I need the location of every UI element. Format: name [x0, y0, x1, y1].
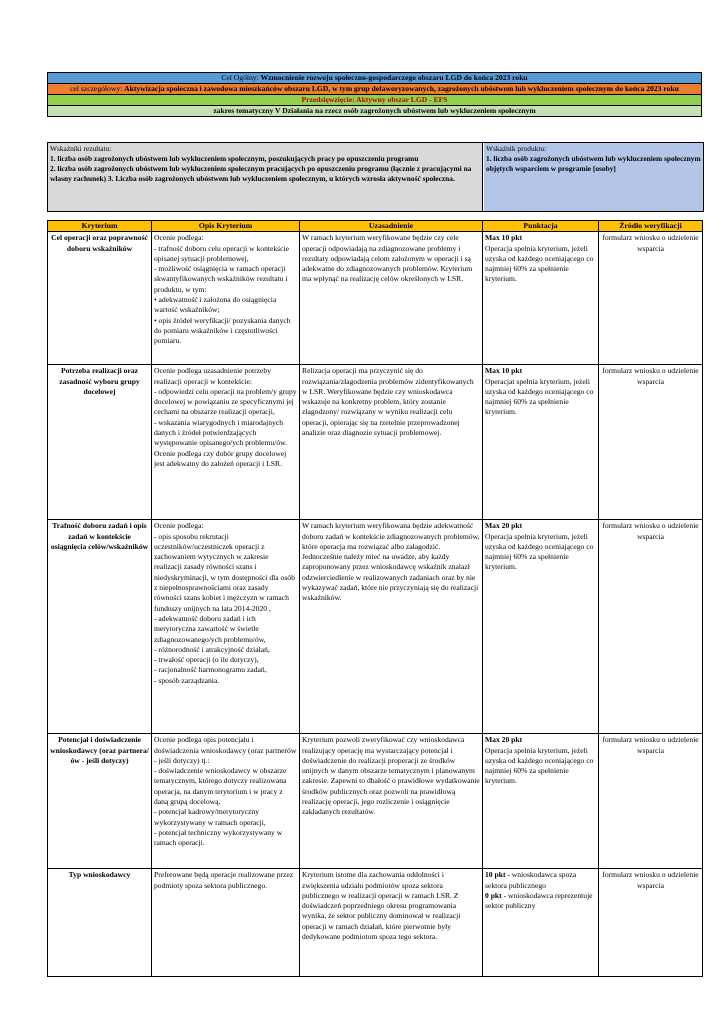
- produkt-label: Wskaźnik produktu:: [486, 144, 547, 153]
- punktacja-cell: [483, 869, 599, 977]
- punktacja-a-text: - wnioskodawca spoza sektora publicznego: [485, 870, 577, 890]
- rezultat-2: 2. liczba osób zagrożonych ubóstwem lub wykluczeniem społecznym pracujących po opuszczeniu programu (łącznie z pracującymi na własny rachunek): [50, 164, 472, 183]
- table-header-row: [48, 221, 703, 232]
- indicators-block: [47, 142, 704, 212]
- opis-line: Preferowane będą operacje realizowane przez podmioty spoza sektora publicznego.: [154, 870, 294, 890]
- zrodlo-cell: formularz wniosku o udzielenie wsparcia: [599, 365, 703, 520]
- opis-line: Ocenie podlega czy dobór grupy docelowej jest adekwatny do założeń operacji i LSR.: [154, 448, 287, 468]
- zrodlo-cell: formularz wniosku o udzielenie wsparcia: [599, 232, 703, 365]
- opis-line: - trafność doboru celu operacji w kontekście opisanej sytuacji problemowej,: [154, 243, 289, 263]
- punktacja-b-points: 0 pkt: [485, 890, 502, 900]
- opis-line: - racjonalność harmonogramu zadań,: [154, 665, 267, 675]
- header-block: [47, 72, 702, 117]
- table-row: [48, 365, 703, 520]
- punktacja-max: Max 20 pkt: [485, 521, 523, 531]
- opis-line: Ocenie podlega uzasadnienie potrzeby realizacji operacji w kontekście:: [154, 366, 272, 386]
- zrodlo-cell: formularz wniosku o udzielenie wsparcia: [599, 734, 703, 869]
- opis-line: - różnorodność i atrakcyjność działań,: [154, 644, 270, 654]
- col-header: Źródło weryfikacji: [599, 221, 703, 232]
- punktacja-text: Operacja spełnia kryterium, jeżeli uzyska od każdego oceniającego co najmniej 60% za spełnienie kryterium.: [485, 745, 594, 786]
- kryterium-cell: Typ wnioskodawcy: [48, 869, 152, 977]
- punktacja-max: Max 10 pkt: [485, 233, 523, 243]
- punktacja-cell: [483, 232, 599, 365]
- punktacja-cell: [483, 365, 599, 520]
- punktacja-max: Max 10 pkt: [485, 366, 523, 376]
- punktacja-max: Max 20 pkt: [485, 735, 523, 745]
- przedsiewziecie-row: Przedsięwzięcie: Aktywny obszar LGD - EFS: [48, 95, 701, 106]
- opis-line: - opis sposobu rekrutacji uczestników/uczestniczek operacji z zachowaniem wytycznych w zakresie realizacji zasady równości szans i niedyskryminacji, w tym dostępności dla osób z niepełnosprawnościami oraz zasady równości szans kobiet i mężczyzn w ramach funduszy unijnych na lata 2014-2020 ,: [154, 531, 295, 613]
- opis-cell: [152, 869, 300, 977]
- uzasadnienie-cell: W ramach kryterium weryfikowane będzie czy cele operacji odpowiadają na zdiagnozowane problemy i rezultaty odpowiadają celom założonym w operacji i są adekwatne do zdiagnozowanych problemów. Kryterium ma wpłynąć na realizację celów określonych w LSR.: [300, 232, 483, 365]
- zakres-row: zakres tematyczny V Działania na rzecz osób zagrożonych ubóstwem lub wykluczeniem społecznym: [48, 106, 701, 116]
- punktacja-text: Operacja spełnia kryterium, jeżeli uzyska od każdego oceniającego co najmniej 60% za spełnienie kryterium.: [485, 243, 594, 284]
- rezultat-indicators: [48, 143, 483, 211]
- opis-cell: [152, 520, 300, 734]
- col-header: Opis Kryterium: [152, 221, 300, 232]
- opis-line: Ocenie podlega:: [154, 521, 204, 531]
- opis-line: - trwałość operacji (o ile dotyczy),: [154, 655, 259, 665]
- opis-cell: [152, 232, 300, 365]
- opis-cell: [152, 365, 300, 520]
- opis-line: - możliwość osiągnięcia w ramach operacji skwantyfikowanych wskaźników rezultatu i produktu, w tym:: [154, 264, 288, 294]
- kryterium-cell: Trafność doboru zadań i opis zadań w kontekście osiągnięcia celów/wskaźników: [48, 520, 152, 734]
- punktacja-cell: [483, 734, 599, 869]
- opis-line: - wskazania wiarygodnych i miarodajnych danych i źródeł potwierdzających występowanie opisanego/ych problemu/ów.: [154, 417, 288, 448]
- cel-ogolny-row: [48, 73, 701, 84]
- uzasadnienie-cell: Kryterium pozwoli zweryfikować czy wnioskodawca realizujący operację ma wystarczający potencjał i doświadczenie do realizacji properacji ze środków unijnych w danym obszarze tematycznym i planowanym zakresie. Zapewni to dbałość o prawidłowe wydatkowanie środków publicznych oraz pozwoli na prawidłową realizację operacji, jego rozliczenie i osiągnięcie zakładanych rezultatów.: [300, 734, 483, 869]
- zrodlo-cell: formularz wniosku o udzielenie wsparcia: [599, 520, 703, 734]
- cel-szczegolowy-row: [48, 84, 701, 95]
- criteria-table: [47, 220, 703, 977]
- rezultat-1: 1. liczba osób zagrożonych ubóstwem lub wykluczeniem społecznym, poszukujących pracy po opuszczeniu programu: [50, 154, 419, 163]
- col-header: Uzasadnienie: [300, 221, 483, 232]
- table-row: [48, 869, 703, 977]
- cel-ogolny-text: Wzmocnienie rozwoju społeczno-gospodarczego obszaru LGD do końca 2023 roku: [260, 73, 528, 82]
- cel-ogolny-label: Cel Ogólny:: [221, 73, 259, 82]
- opis-line: • opis źródeł weryfikacji/ pozyskania danych do pomiaru wskaźników i częstotliwości pomiaru.: [154, 315, 291, 346]
- rezultat-label: Wskaźniki rezultatu:: [50, 144, 112, 153]
- opis-line: - adekwatność doboru zadań i ich merytoryczna zawartość w świetle zdiagnozowanego/ych problemu/ów,: [154, 613, 266, 644]
- table-row: [48, 232, 703, 365]
- opis-line: - doświadczenie wnioskodawcy w obszarze tematycznym, którego dotyczy realizowana operacja, na danym terytorium i w pracy z daną grupą docelową,: [154, 766, 287, 807]
- opis-line: - odpowiedzi celu operacji na problem/y grupy docelowej w powiązaniu ze specyficznymi jej cechami na obszarze realizacji operacji,: [154, 386, 297, 417]
- opis-line: Ocenie podlega:: [154, 233, 204, 243]
- kryterium-cell: Potencjał i doświadczenie wnioskodawcy (oraz partnera/ów - jeśli dotyczy): [48, 734, 152, 869]
- opis-line: • adekwatność i założona do osiągnięcia wartość wskaźników;: [154, 295, 277, 315]
- opis-cell: [152, 734, 300, 869]
- punktacja-b-text: - wnioskodawca reprezentuje sektor publiczny: [485, 890, 593, 911]
- uzasadnienie-cell: Relizacja operacji ma przyczynić się do rozwiązania/złagodzenia problemów zidentyfikowanych w LSR. Weryfikowane będzie czy wnioskodawca wskazuje na konkretny problem, który zostanie złagodzony/ rozwiązany w wyniku realizacji celu operacji, opierając się na rzetelnie przeprowadzonej analizie oraz diagnozie sytuacji problemowej.: [300, 365, 483, 520]
- opis-line: - sposób zarządzania.: [154, 675, 220, 685]
- zrodlo-cell: formularz wniosku o udzielenie wsparcia: [599, 869, 703, 977]
- punktacja-text: Operacja spełnia kryterium, jeżeli uzyska od każdego oceniającego co najmniej 60% za spełnienie kryterium.: [485, 531, 594, 572]
- punktacja-cell: [483, 520, 599, 734]
- opis-line: - potencjał kadrowy/merytoryczny wykorzystywany w ramach operacji,: [154, 807, 266, 827]
- col-header: Kryterium: [48, 221, 152, 232]
- rezultat-3: 3. Liczba osób zagrożonych ubóstwem lub wykluczeniem społecznym, u których wzrosła aktywność społeczna.: [107, 174, 455, 183]
- kryterium-cell: Potrzeba realizacji oraz zasadność wyboru grupy docelowej: [48, 365, 152, 520]
- produkt-1: 1. liczba osób zagrożonych ubóstwem lub wykluczeniem społecznym objętych wsparciem w programie [osoby]: [486, 154, 701, 173]
- cel-szczegolowy-text: Aktywizacja społeczna i zawodowa mieszkańców obszaru LGD, w tym grup defaworyzowanych, zagrożonych ubóstwem lub wykluczeniem społecznym do końca 2023 roku: [124, 84, 679, 93]
- produkt-indicators: [484, 143, 703, 211]
- opis-line: - potencjał techniczny wykorzystywany w ramach operacji.: [154, 827, 283, 848]
- punktacja-text: Operacjat spełnia kryterium, jeżeli uzyska od każdego oceniającego co najmniej 60% za spełnienie kryterium.: [485, 376, 594, 417]
- kryterium-cell: Cel operacji oraz poprawność doboru wskaźników: [48, 232, 152, 365]
- uzasadnienie-cell: W ramach kryterium weryfikowana będzie adekwatność doboru zadań w kontekście zdiagnozowanych problemów, które operacja ma rozwiązać albo załagodzić. Jednocześnie należy mieć na uwadze, aby każdy zaproponowany przez wnioskodawcę wskaźnik znalazł odzwierciedlenie w realizowanych zadaniach oraz by nie wykazywać zadań, które nie przyczyniają się do realizacji wskaźników.: [300, 520, 483, 734]
- table-row: [48, 734, 703, 869]
- punktacja-a-points: 10 pkt: [485, 870, 506, 880]
- opis-line: Ocenie podlega opis potencjału i doświadczenia wnioskodawcy (oraz partnerów - jeśli dotyczy) tj.:: [154, 735, 297, 765]
- col-header: Punktacja: [483, 221, 599, 232]
- table-row: [48, 520, 703, 734]
- cel-szczegolowy-label: cel szczegółowy:: [70, 84, 123, 93]
- uzasadnienie-cell: Kryterium istotne dla zachowania oddolności i zwiększenia udziału podmiotów spoza sektora publicznego w realizacji operacji w ramach LSR. Z doświadczeń poprzedniego okresu programowania wynika, że sektor publiczny dominował w realizacji operacji w ramach działań, które pierwotnie były dedykowane podmiotom spoza tego sektora.: [300, 869, 483, 977]
